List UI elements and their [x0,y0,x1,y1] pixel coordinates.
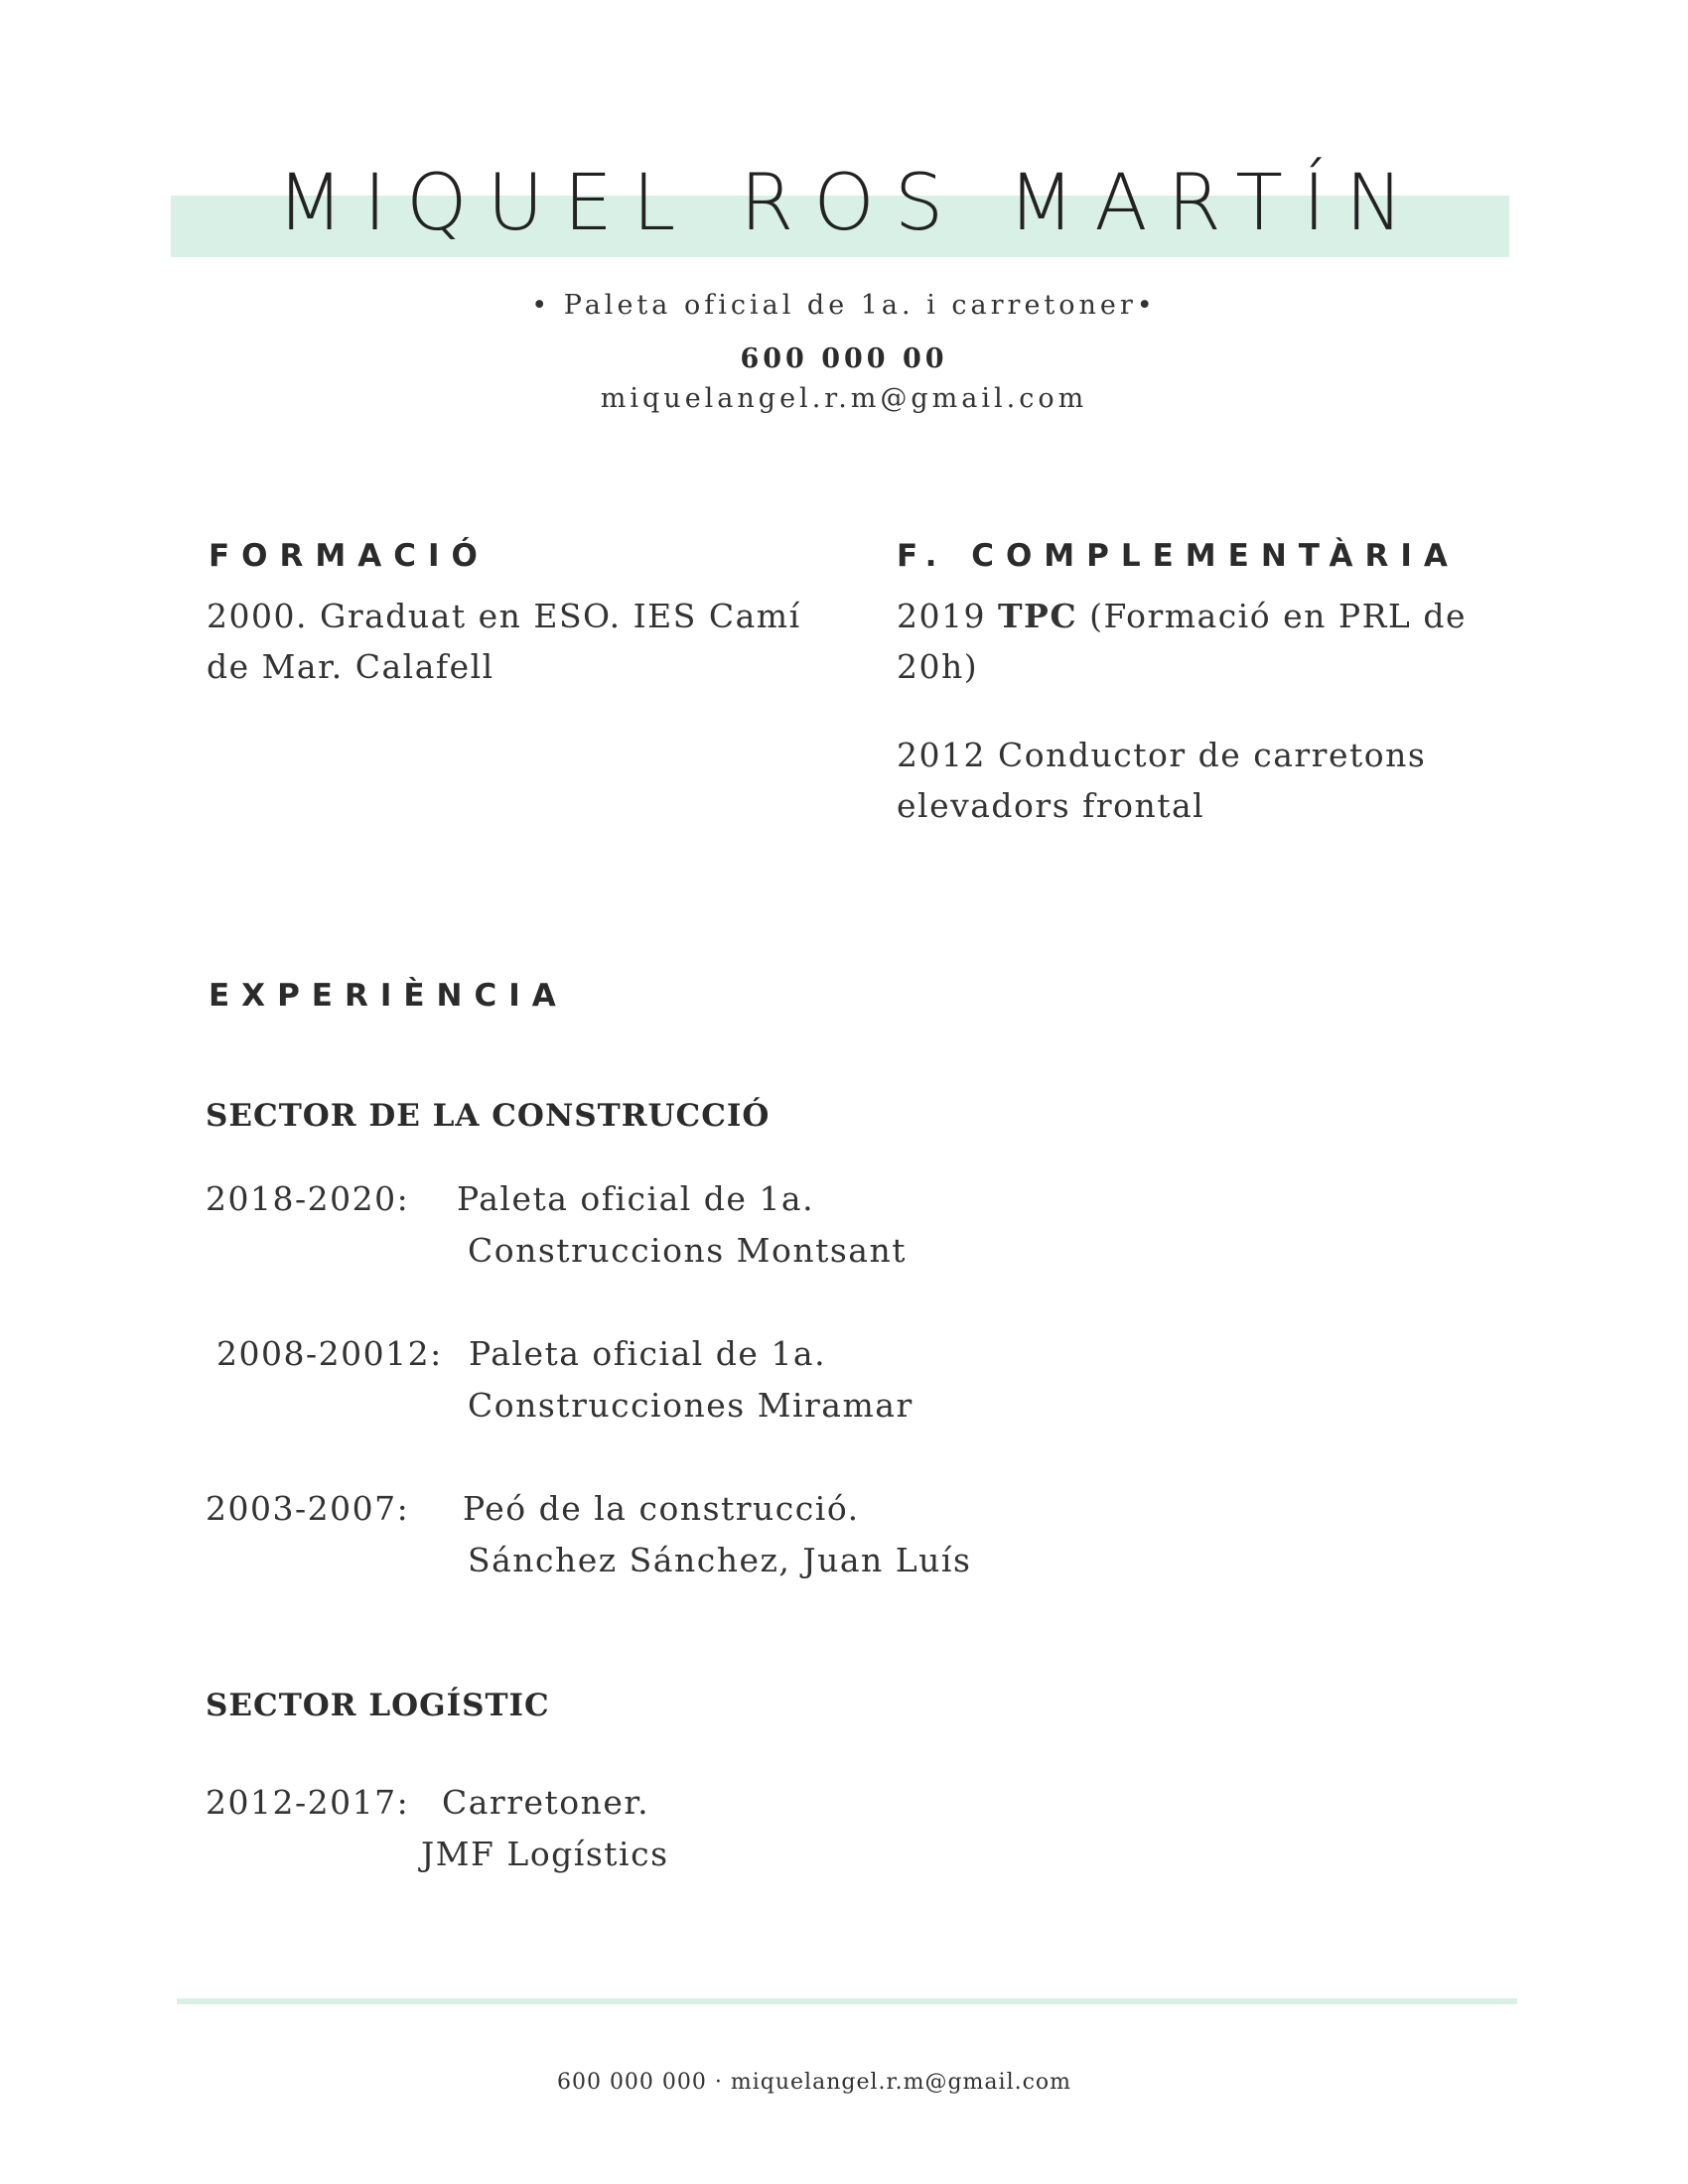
formacio-entry [207,591,842,692]
complementaria-year: 2019 [897,597,986,635]
section-heading-experiencia: EXPERIÈNCIA [209,978,568,1014]
complementaria-line [897,591,1492,641]
subsection-heading-logistic: SECTOR LOGÍSTIC [206,1688,550,1723]
experience-role: Paleta oficial de 1a. [457,1179,815,1218]
candidate-name: MIQUEL ROS MARTÍN [276,159,1424,248]
complementaria-bold-label: TPC [997,597,1078,635]
experience-period: 2008-20012: [216,1334,443,1373]
email-address: miquelangel.r.m@gmail.com [600,383,1088,414]
experience-role: Peó de la construcció. [463,1489,860,1528]
experience-role: Carretoner. [442,1783,650,1822]
experience-period: 2003-2007: [206,1489,410,1528]
footer-divider [177,1998,1517,2004]
complementaria-line: elevadors frontal [897,786,1205,825]
complementaria-entry-2 [897,730,1492,831]
section-heading-formacio: FORMACIÓ [209,538,490,574]
experience-company: JMF Logístics [421,1835,669,1873]
phone-number: 600 000 00 [740,343,948,374]
complementaria-line: 20h) [897,647,979,686]
section-heading-complementaria: F. COMPLEMENTÀRIA [897,538,1460,574]
experience-period: 2018-2020: [206,1179,410,1218]
complementaria-line: 2012 Conductor de carretons [897,736,1427,774]
complementaria-detail: (Formació en PRL de [1089,597,1467,635]
experience-role: Paleta oficial de 1a. [469,1334,827,1373]
experience-company: Construccions Montsant [468,1231,907,1270]
experience-company: Construcciones Miramar [468,1386,914,1425]
complementaria-entry-1 [897,591,1492,692]
experience-company: Sánchez Sánchez, Juan Luís [468,1541,972,1579]
job-title: • Paleta oficial de 1a. i carretoner• [531,290,1157,321]
subsection-heading-construccio: SECTOR DE LA CONSTRUCCIÓ [206,1098,771,1134]
formacio-line: 2000. Graduat en ESO. IES Camí [207,597,801,635]
experience-period: 2012-2017: [206,1783,410,1822]
footer-contact: 600 000 000 · miquelangel.r.m@gmail.com [556,2070,1072,2095]
formacio-line: de Mar. Calafell [207,647,494,686]
